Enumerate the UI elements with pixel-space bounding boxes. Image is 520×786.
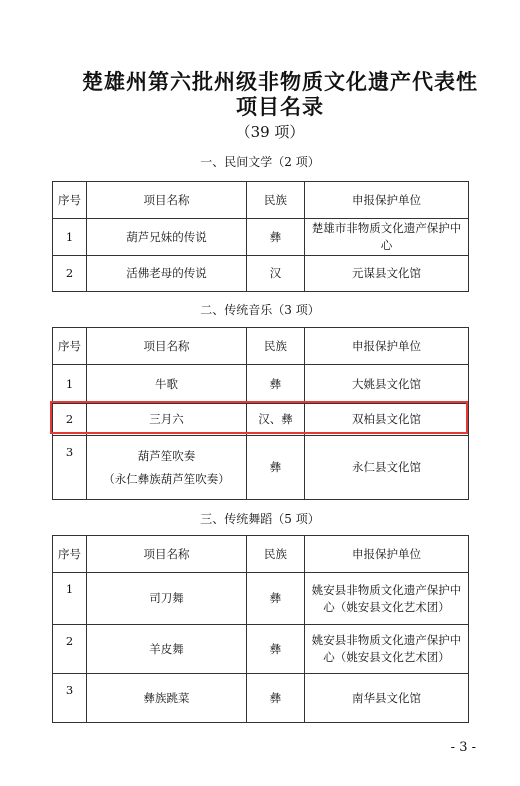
- cell-no: 1: [53, 365, 87, 404]
- section-heading-traditional-dance: 三、传统舞蹈（5 项）: [200, 512, 320, 526]
- header-unit: 申报保护单位: [305, 182, 469, 219]
- header-no: 序号: [53, 328, 87, 365]
- table-row: [53, 625, 469, 674]
- cell-no: 3: [53, 674, 87, 723]
- table-row: [53, 256, 469, 292]
- cell-ethnic: 彝: [247, 674, 305, 723]
- cell-ethnic: 彝: [247, 219, 305, 256]
- header-name: 项目名称: [87, 182, 247, 219]
- cell-ethnic: 彝: [247, 625, 305, 674]
- cell-name: 葫芦兄妹的传说: [87, 219, 247, 256]
- item-count: （39 项）: [235, 123, 305, 141]
- table-header-row: [53, 328, 469, 365]
- section-heading-traditional-music: 二、传统音乐（3 项）: [200, 303, 320, 317]
- cell-no: 1: [53, 573, 87, 625]
- cell-unit: 南华县文化馆: [305, 674, 469, 723]
- folk-literature-table: [52, 181, 469, 292]
- cell-name: [87, 436, 247, 500]
- cell-unit: 姚安县非物质文化遗产保护中心（姚安县文化艺术团）: [305, 573, 469, 625]
- header-name: 项目名称: [87, 536, 247, 573]
- header-name: 项目名称: [87, 328, 247, 365]
- cell-name: 彝族跳菜: [87, 674, 247, 723]
- cell-unit: 大姚县文化馆: [305, 365, 469, 404]
- header-ethnic: 民族: [247, 182, 305, 219]
- traditional-music-table: [52, 327, 469, 500]
- cell-ethnic: 汉: [247, 256, 305, 292]
- cell-unit: 楚雄市非物质文化遗产保护中心: [305, 219, 469, 256]
- cell-ethnic: 汉、彝: [247, 404, 305, 436]
- page-number: - 3 -: [450, 740, 476, 755]
- cell-ethnic: 彝: [247, 436, 305, 500]
- table-row: [53, 404, 469, 436]
- table-row: [53, 436, 469, 500]
- cell-name: 三月六: [87, 404, 247, 436]
- cell-ethnic: 彝: [247, 365, 305, 404]
- table-header-row: [53, 536, 469, 573]
- cell-no: 2: [53, 256, 87, 292]
- section-heading-folk-literature: 一、民间文学（2 项）: [200, 155, 320, 169]
- table-row: [53, 219, 469, 256]
- table-row: [53, 573, 469, 625]
- table-row: [53, 365, 469, 404]
- cell-no: 3: [53, 436, 87, 500]
- cell-ethnic: 彝: [247, 573, 305, 625]
- cell-name: 活佛老母的传说: [87, 256, 247, 292]
- cell-name-line2: （永仁彝族葫芦笙吹奏）: [103, 471, 230, 486]
- header-unit: 申报保护单位: [305, 536, 469, 573]
- table-row: [53, 674, 469, 723]
- header-ethnic: 民族: [247, 536, 305, 573]
- cell-name-line1: 葫芦笙吹奏: [137, 448, 196, 463]
- traditional-dance-table: [52, 535, 469, 723]
- cell-name: 司刀舞: [87, 573, 247, 625]
- document-title-line1: 楚雄州第六批州级非物质文化遗产代表性: [82, 70, 478, 94]
- header-unit: 申报保护单位: [305, 328, 469, 365]
- header-no: 序号: [53, 182, 87, 219]
- header-ethnic: 民族: [247, 328, 305, 365]
- cell-no: 2: [53, 404, 87, 436]
- cell-no: 1: [53, 219, 87, 256]
- document-title-line2: 项目名录: [236, 95, 324, 119]
- cell-no: 2: [53, 625, 87, 674]
- header-no: 序号: [53, 536, 87, 573]
- table-header-row: [53, 182, 469, 219]
- cell-unit: 姚安县非物质文化遗产保护中心（姚安县文化艺术团）: [305, 625, 469, 674]
- cell-unit: 永仁县文化馆: [305, 436, 469, 500]
- cell-unit: 元谋县文化馆: [305, 256, 469, 292]
- cell-unit: 双柏县文化馆: [305, 404, 469, 436]
- cell-name: 羊皮舞: [87, 625, 247, 674]
- cell-name: 牛歌: [87, 365, 247, 404]
